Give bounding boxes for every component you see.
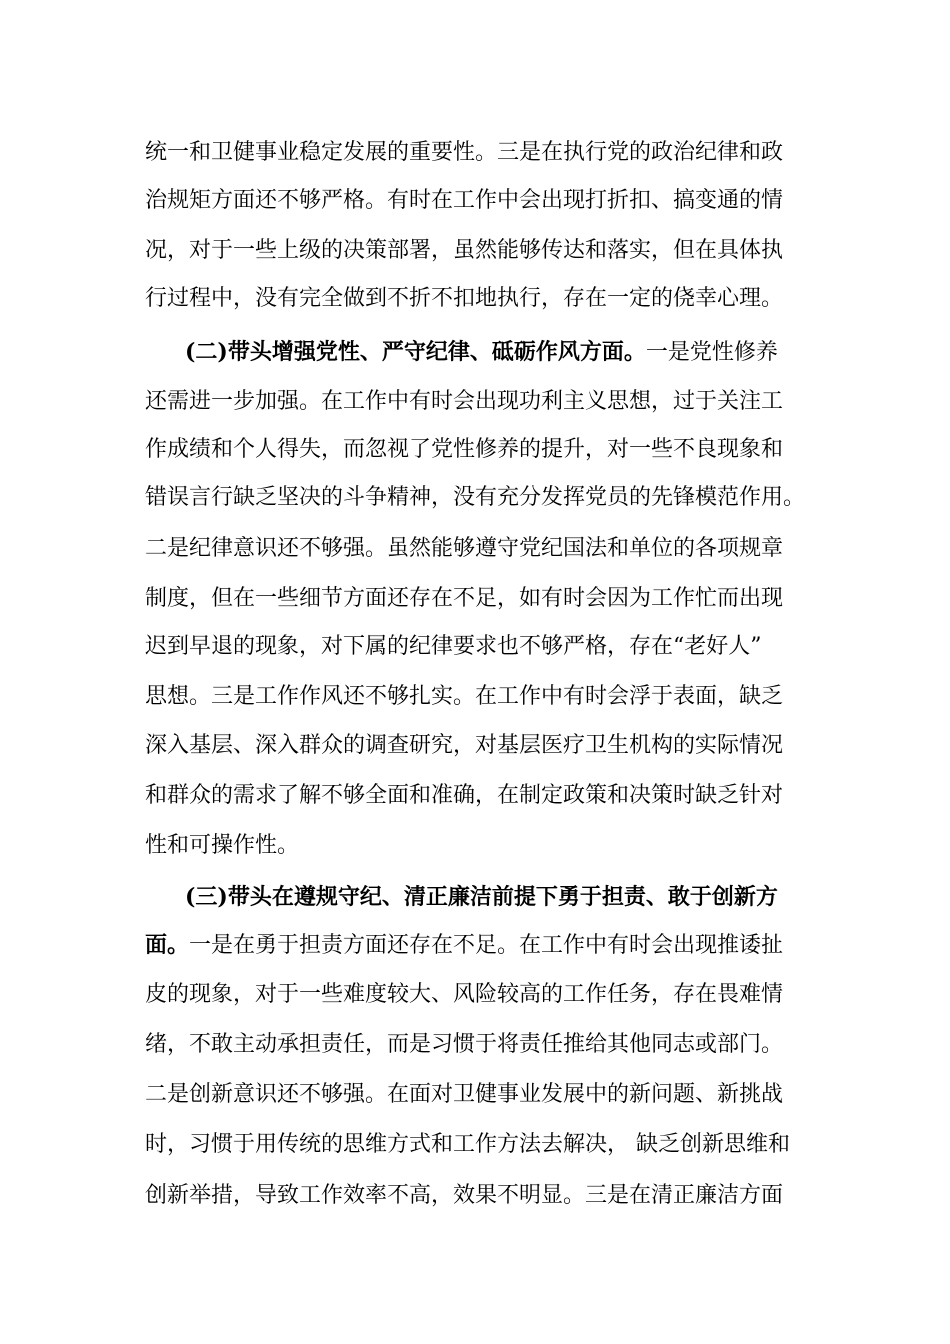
text-line: 二是纪律意识还不够强。虽然能够遵守党纪国法和单位的各项规章 — [145, 536, 784, 561]
text-line: 制度，但在一些细节方面还存在不足，如有时会因为工作忙而出现 — [145, 586, 784, 611]
paragraph-3-second-line — [145, 931, 783, 960]
text-line: 绪，不敢主动承担责任，而是习惯于将责任推给其他同志或部门。 — [145, 1032, 784, 1057]
text-line: 性和可操作性。 — [145, 833, 300, 858]
text-line: 深入基层、深入群众的调查研究，对基层医疗卫生机构的实际情况 — [145, 733, 784, 758]
text-line: 二是创新意识还不够强。在面对卫健事业发展中的新问题、新挑战 — [145, 1082, 784, 1107]
text-line: 和群众的需求了解不够全面和准确，在制定政策和决策时缺乏针对 — [145, 783, 784, 808]
section-heading: (三)带头在遵规守纪、清正廉洁前提下勇于担责、敢于创新方 — [185, 884, 778, 910]
text-line: 治规矩方面还不够严格。有时在工作中会出现打折扣、搞变通的情 — [145, 188, 784, 213]
text-line: 还需进一步加强。在工作中有时会出现功利主义思想，过于关注工 — [145, 389, 784, 414]
text-line: 创新举措，导致工作效率不高，效果不明显。三是在清正廉洁方面 — [145, 1183, 784, 1208]
text-line: 皮的现象，对于一些难度较大、风险较高的工作任务，存在畏难情 — [145, 982, 784, 1007]
section-heading-end: 面。 — [145, 932, 190, 958]
section-heading: (二)带头增强党性、严守纪律、砥砺作风方面。 — [185, 339, 646, 365]
paragraph-2-first-line — [185, 338, 778, 367]
text-line: 思想。三是工作作风还不够扎实。在工作中有时会浮于表面，缺乏 — [145, 684, 784, 709]
text-line: 况，对于一些上级的决策部署，虽然能够传达和落实，但在具体执 — [145, 238, 784, 263]
text-line: 统一和卫健事业稳定发展的重要性。三是在执行党的政治纪律和政 — [145, 140, 784, 165]
text-span: 一是在勇于担责方面还存在不足。在工作中有时会出现推诿扯 — [189, 933, 784, 958]
text-span: 一是党性修养 — [645, 340, 778, 365]
text-line: 错误言行缺乏坚决的斗争精神，没有充分发挥党员的先锋模范作用。 — [145, 485, 806, 510]
text-line: 迟到早退的现象，对下属的纪律要求也不够严格，存在“老好人” — [145, 634, 762, 659]
text-line: 作成绩和个人得失，而忽视了党性修养的提升，对一些不良现象和 — [145, 437, 784, 462]
text-line: 时，习惯于用传统的思维方式和工作方法去解决， 缺乏创新思维和 — [145, 1132, 790, 1157]
text-line: 行过程中，没有完全做到不折不扣地执行，存在一定的侥幸心理。 — [145, 286, 784, 311]
